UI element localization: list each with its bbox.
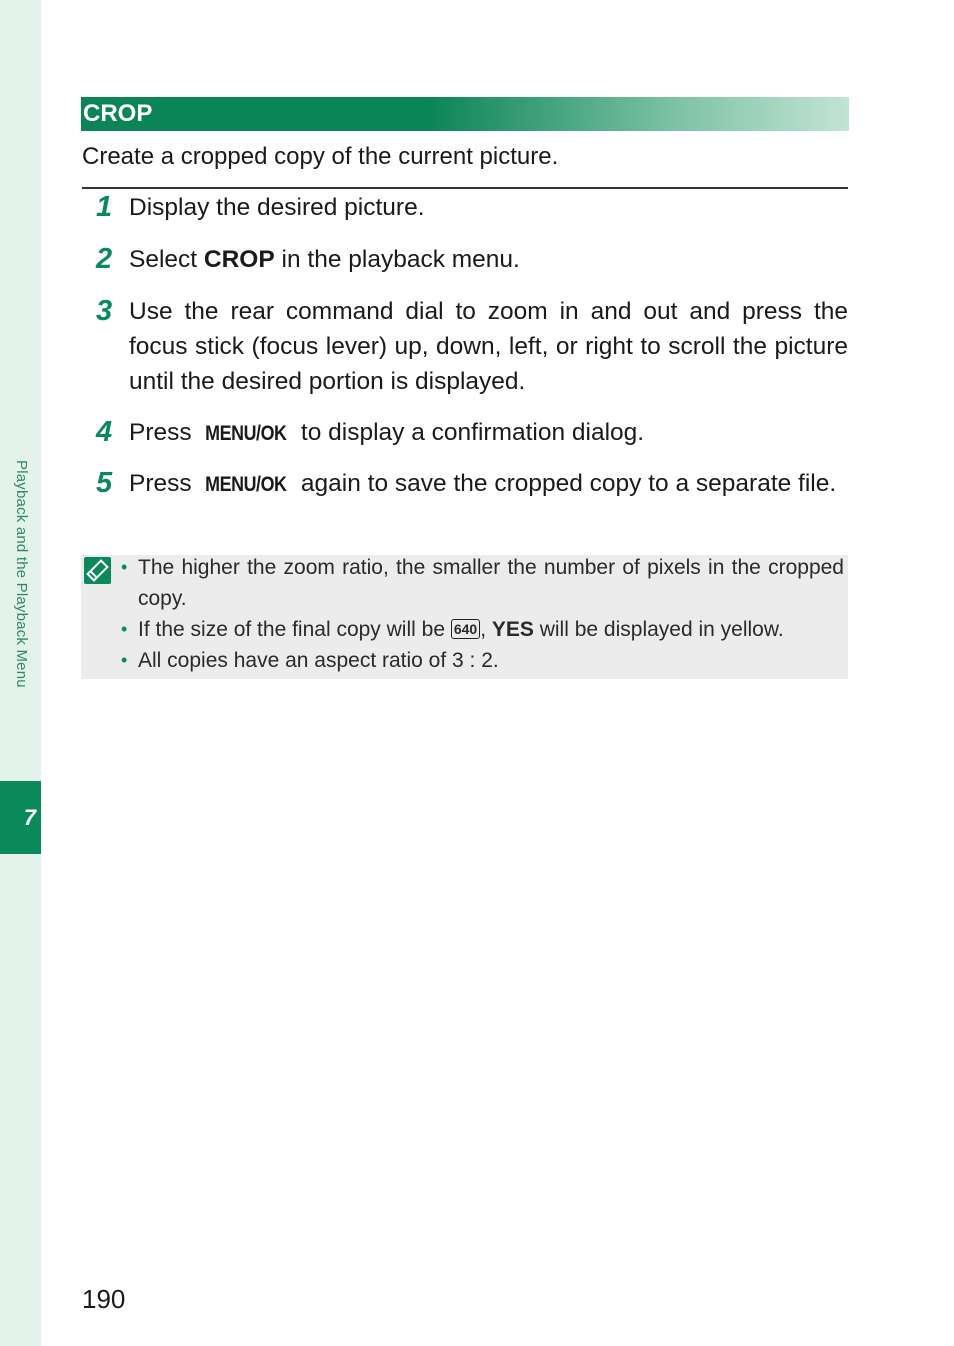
step-5	[96, 466, 848, 502]
step-1	[96, 190, 848, 225]
step-number: 2	[96, 243, 113, 275]
menu-ok-key: MENU/OK	[205, 422, 287, 445]
chapter-tab	[0, 781, 41, 854]
page-number: 190	[82, 1284, 126, 1314]
note-item: • The higher the zoom ratio, the smaller the number of pixels in the cropped copy.	[121, 556, 844, 610]
step-4	[96, 415, 848, 451]
section-intro: Create a cropped copy of the current picture.	[82, 143, 559, 170]
menu-item-name: CROP	[203, 246, 275, 273]
step-text: Select CROP in the playback menu.	[129, 246, 520, 273]
step-text: Use the rear command dial to zoom in and out and press the focus stick (focus lever) up, down, left, or right to scroll the picture until the desired portion is displayed.	[129, 298, 848, 395]
note-icon	[84, 557, 111, 584]
step-text: Press MENU/OK again to save the cropped copy to a separate file.	[129, 466, 848, 502]
note-item: • If the size of the final copy will be 640 , YES will be displayed in yellow.	[121, 618, 784, 641]
yes-label: YES	[491, 618, 534, 641]
note-list	[121, 552, 844, 676]
chapter-number: 7	[23, 804, 36, 830]
chapter-side-label: Playback and the Playback Menu	[13, 460, 30, 688]
step-text: Display the desired picture.	[129, 194, 425, 221]
step-text: Press MENU/OK to display a confirmation dialog.	[129, 415, 848, 451]
step-number: 1	[96, 191, 113, 223]
step-number: 3	[96, 295, 113, 327]
step-number: 4	[96, 416, 113, 448]
step-2	[96, 242, 848, 277]
menu-ok-key: MENU/OK	[205, 473, 287, 496]
section-header	[81, 97, 849, 131]
step-3	[96, 294, 848, 399]
note-item: • All copies have an aspect ratio of 3 : 2.	[121, 649, 499, 672]
step-number: 5	[96, 467, 113, 499]
divider	[82, 187, 848, 189]
section-title: CROP	[83, 100, 153, 127]
image-size-640-icon: 640	[451, 619, 480, 639]
